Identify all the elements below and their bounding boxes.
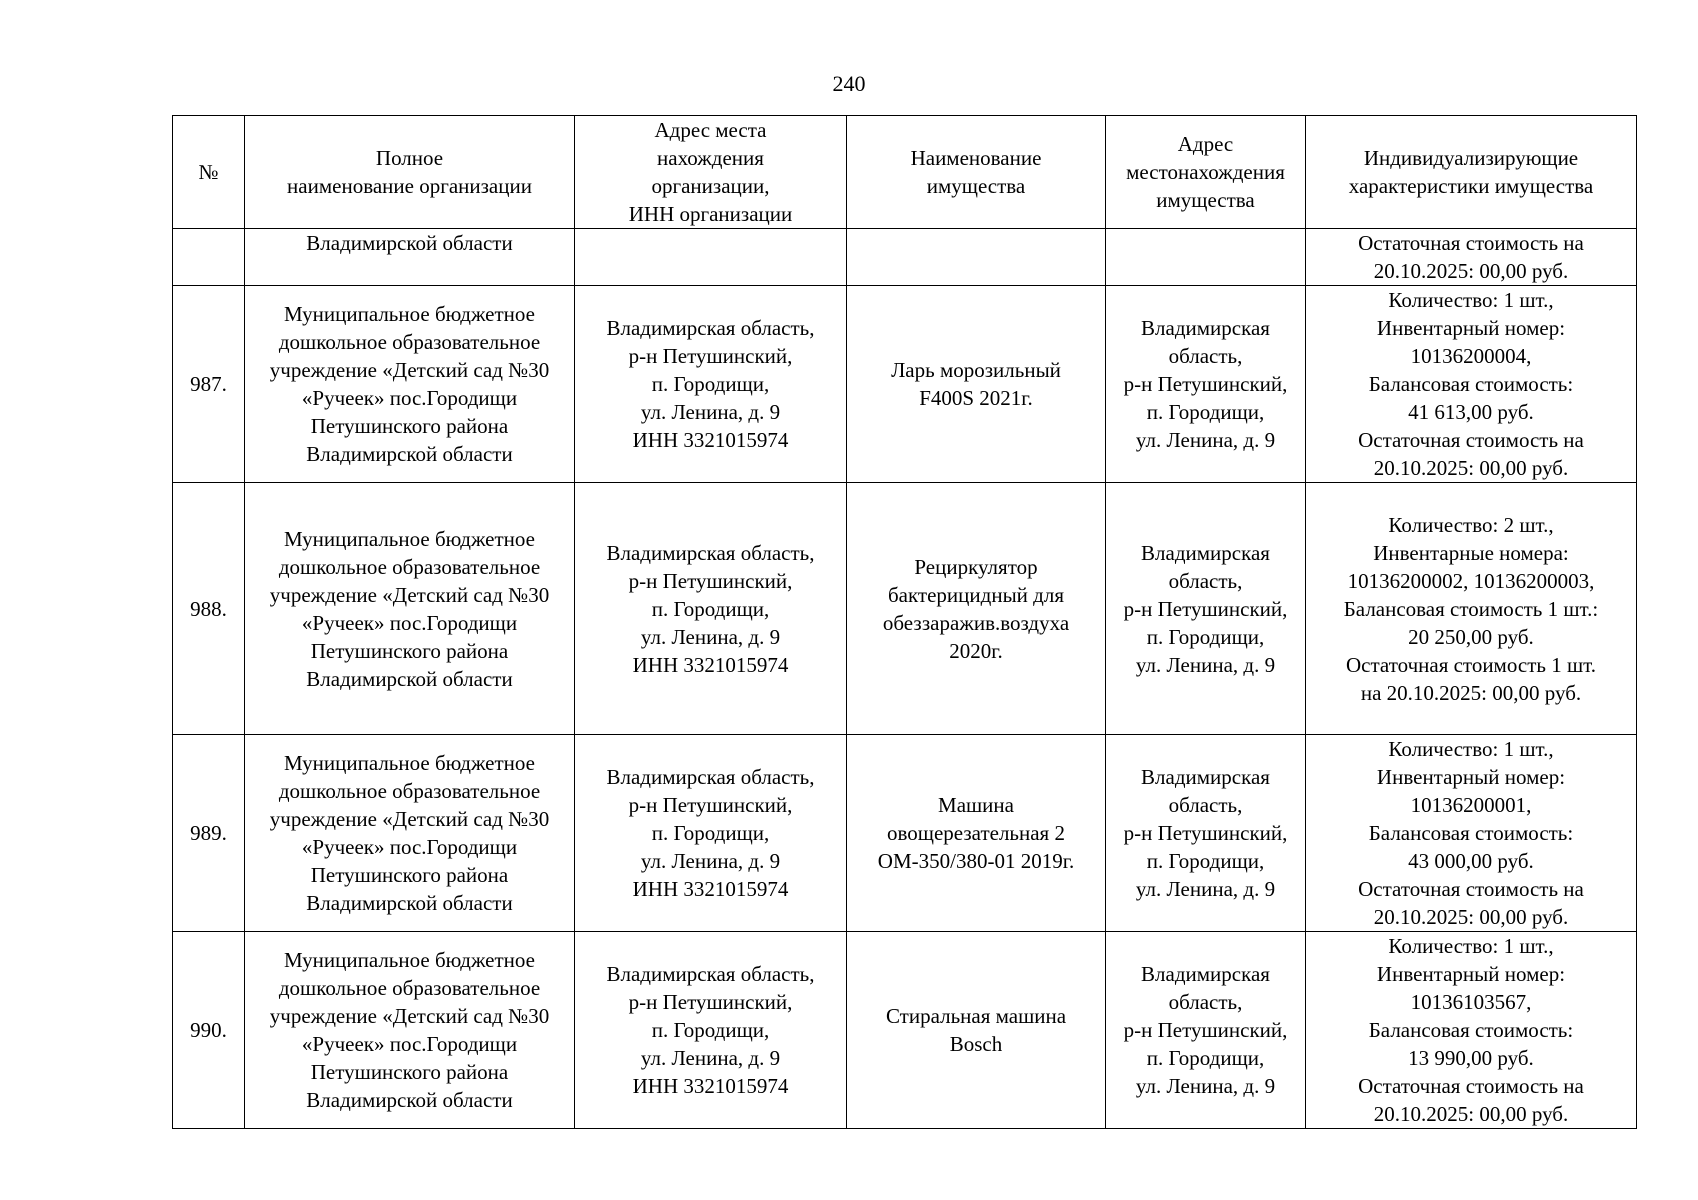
property-table (172, 115, 1637, 1129)
cell-characteristics: Количество: 2 шт., Инвентарные номера: 10136200002, 10136200003, Балансовая стоимость 1 шт.: 20 250,00 руб. Остаточная стоимость 1 шт. на 20.10.2025: 00,00 руб. (1306, 483, 1637, 735)
header-organization-name: Полное наименование организации (245, 116, 575, 229)
cell-property-location: Владимирская область, р-н Петушинский, п. Городищи, ул. Ленина, д. 9 (1106, 483, 1306, 735)
cell-address: Владимирская область, р-н Петушинский, п. Городищи, ул. Ленина, д. 9 ИНН 3321015974 (575, 735, 847, 932)
cell-address: Владимирская область, р-н Петушинский, п. Городищи, ул. Ленина, д. 9 ИНН 3321015974 (575, 286, 847, 483)
table-row-continuation (173, 229, 1637, 286)
cell-number (173, 229, 245, 286)
cell-property-name: Машина овощерезательная 2 ОМ-350/380-01 2019г. (847, 735, 1106, 932)
table-row (173, 735, 1637, 932)
header-property-location: Адрес местонахождения имущества (1106, 116, 1306, 229)
cell-characteristics: Количество: 1 шт., Инвентарный номер: 10136200004, Балансовая стоимость: 41 613,00 руб. Остаточная стоимость на 20.10.2025: 00,00 руб. (1306, 286, 1637, 483)
cell-characteristics: Количество: 1 шт., Инвентарный номер: 10136200001, Балансовая стоимость: 43 000,00 руб. Остаточная стоимость на 20.10.2025: 00,00 руб. (1306, 735, 1637, 932)
cell-property-name (847, 229, 1106, 286)
cell-number: 990. (173, 932, 245, 1129)
table-row (173, 286, 1637, 483)
cell-number: 989. (173, 735, 245, 932)
cell-property-name: Рециркулятор бактерицидный для обеззаражив.воздуха 2020г. (847, 483, 1106, 735)
cell-address: Владимирская область, р-н Петушинский, п. Городищи, ул. Ленина, д. 9 ИНН 3321015974 (575, 932, 847, 1129)
cell-organization: Владимирской области (245, 229, 575, 286)
cell-property-location: Владимирская область, р-н Петушинский, п. Городищи, ул. Ленина, д. 9 (1106, 932, 1306, 1129)
header-property-name: Наименование имущества (847, 116, 1106, 229)
table-row (173, 932, 1637, 1129)
cell-organization: Муниципальное бюджетное дошкольное образовательное учреждение «Детский сад №30 «Ручеек» пос.Городищи Петушинского района Владимирской области (245, 483, 575, 735)
cell-characteristics: Количество: 1 шт., Инвентарный номер: 10136103567, Балансовая стоимость: 13 990,00 руб. Остаточная стоимость на 20.10.2025: 00,00 руб. (1306, 932, 1637, 1129)
cell-organization: Муниципальное бюджетное дошкольное образовательное учреждение «Детский сад №30 «Ручеек» пос.Городищи Петушинского района Владимирской области (245, 286, 575, 483)
cell-property-location: Владимирская область, р-н Петушинский, п. Городищи, ул. Ленина, д. 9 (1106, 286, 1306, 483)
cell-organization: Муниципальное бюджетное дошкольное образовательное учреждение «Детский сад №30 «Ручеек» пос.Городищи Петушинского района Владимирской области (245, 932, 575, 1129)
cell-number: 987. (173, 286, 245, 483)
cell-address (575, 229, 847, 286)
table-header-row (173, 116, 1637, 229)
cell-address: Владимирская область, р-н Петушинский, п. Городищи, ул. Ленина, д. 9 ИНН 3321015974 (575, 483, 847, 735)
cell-number: 988. (173, 483, 245, 735)
header-property-characteristics: Индивидуализирующие характеристики имущества (1306, 116, 1637, 229)
cell-characteristics: Остаточная стоимость на 20.10.2025: 00,00 руб. (1306, 229, 1637, 286)
header-number: № (173, 116, 245, 229)
cell-property-name: Ларь морозильный F400S 2021г. (847, 286, 1106, 483)
header-organization-address: Адрес места нахождения организации, ИНН организации (575, 116, 847, 229)
cell-property-location: Владимирская область, р-н Петушинский, п. Городищи, ул. Ленина, д. 9 (1106, 735, 1306, 932)
cell-property-name: Стиральная машина Bosch (847, 932, 1106, 1129)
page-number: 240 (832, 71, 866, 96)
cell-organization: Муниципальное бюджетное дошкольное образовательное учреждение «Детский сад №30 «Ручеек» пос.Городищи Петушинского района Владимирской области (245, 735, 575, 932)
table-row (173, 483, 1637, 735)
cell-property-location (1106, 229, 1306, 286)
